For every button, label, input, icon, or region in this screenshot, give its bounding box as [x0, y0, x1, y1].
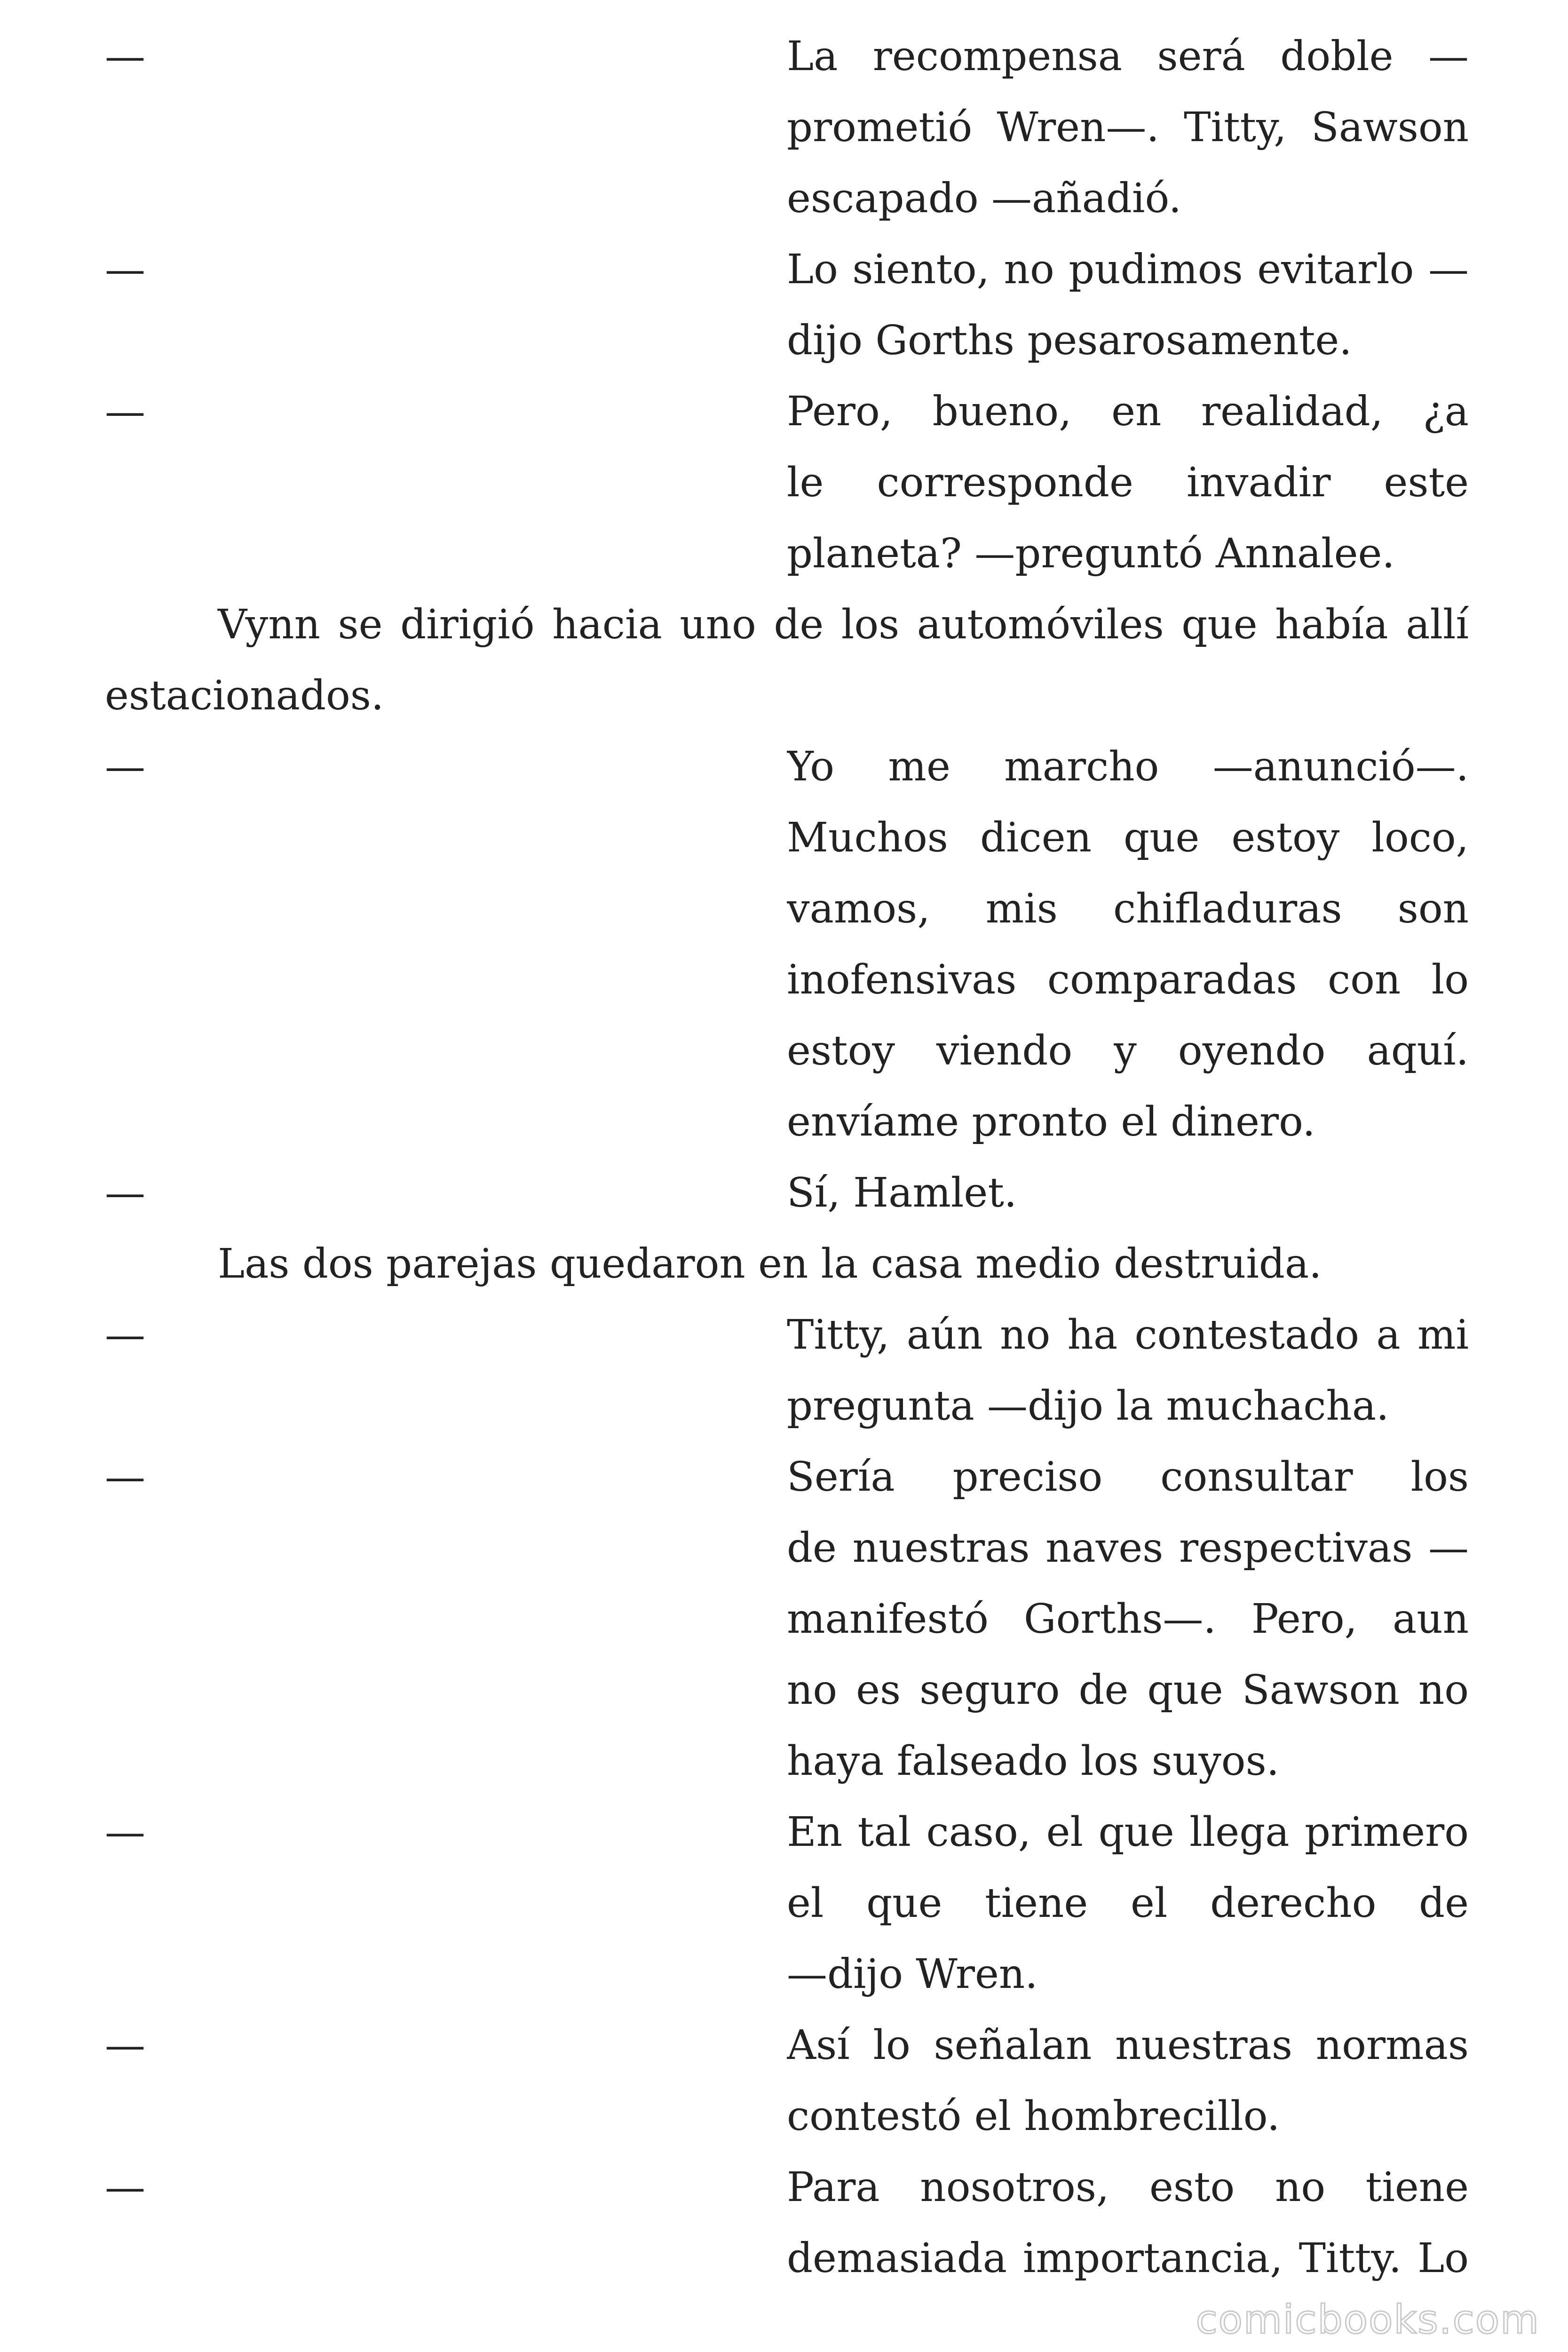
- dialogue-text: Muchos dicen que estoy loco,: [787, 814, 1469, 861]
- dialogue-line: [105, 1939, 1469, 2010]
- narration-text: Vynn se dirigió hacia uno de los automóviles que había allí: [218, 601, 1469, 648]
- dialogue-text: inofensivas comparadas con lo: [787, 956, 1469, 1003]
- narration-text: estacionados.: [105, 672, 384, 719]
- narration-text: Las dos parejas quedaron en la casa medio destruida.: [218, 1240, 1322, 1287]
- narration-line: [105, 1229, 1469, 1300]
- dialogue-line: [105, 21, 1469, 92]
- dialogue-line: [105, 945, 1469, 1016]
- dialogue-dash: —: [105, 2164, 145, 2211]
- dialogue-text: contestó el hombrecillo.: [787, 2093, 1280, 2140]
- dialogue-text: Pero, bueno, en realidad, ¿a: [787, 388, 1469, 435]
- dialogue-text: manifestó Gorths—. Pero, aun: [787, 1596, 1469, 1643]
- dialogue-line: [105, 1442, 1469, 1513]
- dialogue-dash: —: [105, 388, 145, 435]
- dialogue-dash: —: [105, 33, 145, 80]
- dialogue-text: haya falseado los suyos.: [787, 1738, 1280, 1785]
- dialogue-line: [105, 1016, 1469, 1087]
- dialogue-text: pregunta —dijo la muchacha.: [787, 1383, 1389, 1430]
- dialogue-text: Titty, aún no ha contestado a mi: [787, 1311, 1469, 1359]
- dialogue-text: dijo Gorths pesarosamente.: [787, 317, 1352, 364]
- dialogue-dash: —: [105, 1169, 145, 1216]
- dialogue-line: [105, 1300, 1469, 1371]
- dialogue-dash: —: [105, 1311, 145, 1359]
- dialogue-text: no es seguro de que Sawson no: [787, 1667, 1469, 1714]
- dialogue-line: [105, 1726, 1469, 1797]
- dialogue-line: [105, 1868, 1469, 1939]
- dialogue-line: [105, 234, 1469, 305]
- dialogue-line: [105, 2081, 1469, 2152]
- dialogue-dash: —: [105, 743, 145, 790]
- dialogue-line: [105, 1655, 1469, 1726]
- dialogue-dash: —: [105, 2022, 145, 2069]
- narration-line: [105, 660, 1469, 731]
- dialogue-line: [105, 874, 1469, 945]
- dialogue-text: le corresponde invadir este: [787, 459, 1469, 506]
- dialogue-line: [105, 2010, 1469, 2081]
- dialogue-line: [105, 1513, 1469, 1584]
- dialogue-line: [105, 92, 1469, 163]
- dialogue-text: Así lo señalan nuestras normas: [787, 2022, 1469, 2069]
- dialogue-text: el que tiene el derecho de: [787, 1880, 1469, 1927]
- dialogue-dash: —: [105, 246, 145, 293]
- narration-line: [105, 589, 1469, 660]
- dialogue-line: [105, 376, 1469, 447]
- dialogue-line: [105, 447, 1469, 518]
- dialogue-line: [105, 1797, 1469, 1868]
- dialogue-line: [105, 2152, 1469, 2223]
- dialogue-text: Lo siento, no pudimos evitarlo —: [787, 246, 1469, 293]
- dialogue-text: —dijo Wren.: [787, 1951, 1038, 1998]
- dialogue-text: Sí, Hamlet.: [787, 1169, 1017, 1216]
- dialogue-line: [105, 2223, 1469, 2294]
- dialogue-text: escapado —añadió.: [787, 175, 1182, 222]
- dialogue-line: [105, 1158, 1469, 1229]
- page-text: [105, 21, 1469, 2294]
- dialogue-line: [105, 163, 1469, 234]
- dialogue-text: estoy viendo y oyendo aquí.: [787, 1027, 1469, 1074]
- dialogue-text: Para nosotros, esto no tiene: [787, 2164, 1469, 2211]
- dialogue-line: [105, 731, 1469, 803]
- dialogue-line: [105, 803, 1469, 874]
- dialogue-dash: —: [105, 1454, 145, 1501]
- dialogue-text: de nuestras naves respectivas —: [787, 1525, 1469, 1572]
- dialogue-text: demasiada importancia, Titty. Lo: [787, 2235, 1469, 2282]
- dialogue-text: Yo me marcho —anunció—.: [787, 743, 1469, 790]
- dialogue-text: envíame pronto el dinero.: [787, 1098, 1315, 1145]
- dialogue-line: [105, 518, 1469, 589]
- dialogue-line: [105, 1087, 1469, 1158]
- dialogue-text: planeta? —preguntó Annalee.: [787, 530, 1395, 577]
- dialogue-line: [105, 1584, 1469, 1655]
- dialogue-text: vamos, mis chifladuras son: [787, 885, 1469, 932]
- dialogue-text: prometió Wren—. Titty, Sawson: [787, 104, 1469, 151]
- dialogue-dash: —: [105, 1809, 145, 1856]
- dialogue-text: Sería preciso consultar los: [787, 1454, 1469, 1501]
- dialogue-text: La recompensa será doble —: [787, 33, 1469, 80]
- dialogue-text: En tal caso, el que llega primero: [787, 1809, 1469, 1856]
- watermark: comicbooks.com: [1196, 2296, 1540, 2343]
- dialogue-line: [105, 305, 1469, 376]
- dialogue-line: [105, 1371, 1469, 1442]
